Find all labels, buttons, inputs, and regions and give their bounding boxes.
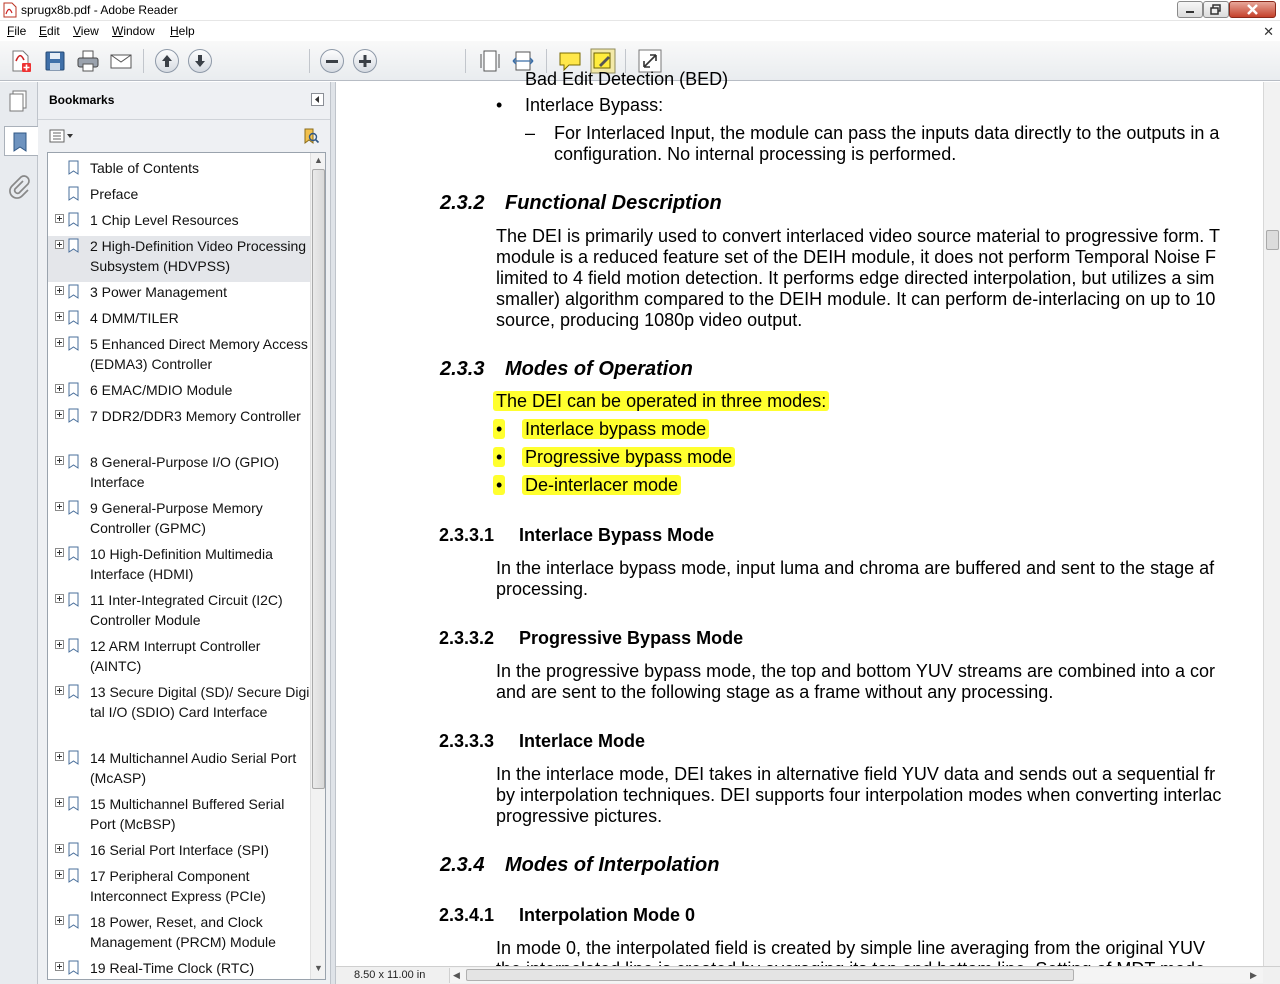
bookmark-icon	[68, 638, 79, 653]
expand-icon[interactable]	[55, 870, 64, 879]
bookmark-icon	[68, 750, 79, 765]
bookmark-icon	[68, 310, 79, 325]
bookmark-icon	[68, 546, 79, 561]
menu-view[interactable]: View	[73, 24, 99, 38]
close-window-button[interactable]	[1229, 1, 1276, 18]
doc-text: In the interlace bypass mode, input luma and chroma are buffered and sent to the stage af	[496, 558, 1215, 578]
bookmark-item[interactable]: 9 General-Purpose Memory Controller (GPMC)	[48, 498, 310, 544]
highlighted-bullet: •	[493, 447, 505, 468]
subsection-number: 2.3.3.3	[439, 731, 495, 751]
highlighted-bullet: •	[493, 419, 505, 440]
bookmark-item-selected[interactable]: 2 High-Definition Video Processing Subsystem (HDVPSS)	[48, 236, 310, 282]
document-horizontal-scrollbar[interactable]	[449, 968, 1263, 983]
minimize-button[interactable]	[1177, 1, 1203, 18]
bookmark-item[interactable]: 5 Enhanced Direct Memory Access (EDMA3) Controller	[48, 334, 310, 380]
chevron-left-icon	[312, 94, 323, 105]
bookmark-item[interactable]: 7 DDR2/DDR3 Memory Controller	[48, 406, 310, 452]
doc-text: by interpolation techniques. DEI supports four interpolation modes when converting interlac	[496, 785, 1222, 805]
previous-page-button[interactable]	[155, 49, 179, 73]
expand-icon[interactable]	[55, 312, 64, 321]
attachments-icon[interactable]	[4, 172, 34, 202]
doc-text: limited to 4 field motion detection. It performs edge directed interpolation, but utilizes a sim	[496, 268, 1215, 288]
bookmark-item[interactable]: 13 Secure Digital (SD)/ Secure Digital I/O (SDIO) Card Interface	[48, 682, 310, 748]
bookmark-icon	[68, 382, 79, 397]
subsection-number: 2.3.3.1	[439, 525, 495, 545]
doc-highlighted-text[interactable]: Interlace bypass mode	[522, 419, 709, 440]
navigation-pane-strip	[0, 82, 38, 984]
save-icon[interactable]	[42, 48, 68, 74]
scroll-right-icon[interactable]: ▶	[1250, 970, 1257, 980]
expand-icon[interactable]	[55, 916, 64, 925]
expand-icon[interactable]	[55, 686, 64, 695]
page-thumbnails-icon[interactable]	[4, 86, 34, 116]
close-document-icon[interactable]: ✕	[1263, 24, 1274, 39]
bookmark-icon	[68, 186, 79, 201]
section-number: 2.3.4	[440, 854, 485, 876]
doc-highlighted-text[interactable]: Progressive bypass mode	[522, 447, 735, 468]
bookmark-icon	[68, 842, 79, 857]
doc-text: progressive pictures.	[496, 806, 663, 826]
section-heading: Modes of Interpolation	[505, 854, 720, 876]
bookmarks-title: Bookmarks	[49, 93, 115, 107]
arrow-down-icon	[189, 50, 211, 72]
bookmarks-tab-button[interactable]	[4, 126, 39, 156]
bookmark-icon	[68, 868, 79, 883]
menu-edit[interactable]: Edit	[39, 24, 60, 38]
doc-highlighted-text[interactable]: The DEI can be operated in three modes:	[493, 391, 829, 412]
bookmark-icon	[68, 684, 79, 699]
minus-icon	[321, 50, 343, 72]
section-heading: Functional Description	[505, 192, 722, 214]
subsection-heading: Interlace Bypass Mode	[519, 525, 715, 545]
doc-text-cut: Bad Edit Detection (BED)	[525, 69, 729, 89]
fit-page-icon[interactable]	[477, 48, 503, 74]
menu-bar	[0, 21, 1280, 41]
doc-text: In mode 0, the interpolated field is created by simple line averaging from the original YUV	[496, 938, 1206, 958]
bookmarks-scroll-thumb[interactable]	[312, 169, 325, 789]
expand-icon[interactable]	[55, 962, 64, 971]
section-number: 2.3.3	[440, 358, 485, 380]
bookmark-icon	[68, 408, 79, 423]
subsection-heading: Interlace Mode	[519, 731, 646, 751]
doc-text: For Interlaced Input, the module can pass the inputs data directly to the outputs in a	[554, 123, 1220, 143]
toolbar-separator	[309, 49, 310, 73]
expand-icon[interactable]	[55, 548, 64, 557]
menu-help[interactable]: Help	[170, 24, 195, 38]
doc-text: In the progressive bypass mode, the top and bottom YUV streams are combined into a cor	[496, 661, 1216, 681]
horizontal-scroll-thumb[interactable]	[466, 969, 1074, 981]
expand-icon[interactable]	[55, 410, 64, 419]
arrow-up-icon	[156, 50, 178, 72]
next-page-button[interactable]	[188, 49, 212, 73]
expand-icon[interactable]	[55, 240, 64, 249]
dash: –	[525, 123, 536, 143]
restore-button[interactable]	[1203, 1, 1229, 18]
bookmark-icon	[68, 454, 79, 469]
expand-icon[interactable]	[55, 384, 64, 393]
doc-text: processing.	[496, 579, 589, 599]
restore-icon	[1204, 2, 1228, 17]
email-icon[interactable]	[108, 48, 134, 74]
bookmark-item[interactable]: 4 DMM/TILER	[48, 308, 310, 334]
bookmark-tree	[47, 152, 326, 980]
toolbar-separator	[465, 49, 466, 73]
bookmark-item[interactable]: 15 Multichannel Buffered Serial Port (McBSP)	[48, 794, 310, 840]
bookmark-ribbon-icon	[5, 127, 35, 157]
document-scroll-thumb[interactable]	[1266, 230, 1279, 250]
bookmark-icon	[68, 914, 79, 929]
scroll-left-icon[interactable]: ◀	[453, 970, 460, 980]
bookmark-icon	[68, 500, 79, 515]
expand-icon[interactable]	[55, 640, 64, 649]
bookmark-icon	[68, 238, 79, 253]
bookmark-item[interactable]: Preface	[48, 184, 310, 210]
toolbar-separator	[143, 49, 144, 73]
bookmark-item[interactable]: 3 Power Management	[48, 282, 310, 308]
close-icon	[1230, 2, 1275, 17]
bookmarks-panel	[38, 82, 330, 984]
subsection-heading: Progressive Bypass Mode	[519, 628, 744, 648]
menu-window[interactable]: Window	[112, 24, 155, 38]
expand-icon[interactable]	[55, 286, 64, 295]
highlighted-bullet: •	[493, 475, 505, 496]
expand-icon[interactable]	[55, 456, 64, 465]
doc-text: smaller) algorithm compared to the DEIH module. It can perform de-interlacing on up to 10	[496, 289, 1216, 309]
page-size: 8.50 x 11.00 in	[354, 969, 426, 981]
find-bookmark-icon[interactable]	[302, 127, 320, 145]
bookmark-item[interactable]: 1 Chip Level Resources	[48, 210, 310, 236]
bookmark-item[interactable]: 16 Serial Port Interface (SPI)	[48, 840, 310, 866]
bookmark-item[interactable]: 17 Peripheral Component Interconnect Express (PCIe)	[48, 866, 310, 912]
doc-text: and are sent to the following stage as a frame without any processing.	[496, 682, 1054, 702]
doc-highlighted-text[interactable]: De-interlacer mode	[522, 475, 681, 496]
bookmark-item[interactable]: 11 Inter-Integrated Circuit (I2C) Controller Module	[48, 590, 310, 636]
doc-text: The DEI is primarily used to convert interlaced video source material to progressive form. T	[496, 226, 1220, 246]
expand-icon[interactable]	[55, 338, 64, 347]
section-heading: Modes of Operation	[505, 358, 693, 380]
bookmark-item[interactable]: 19 Real-Time Clock (RTC)	[48, 958, 310, 984]
window-title: sprugx8b.pdf - Adobe Reader	[21, 3, 178, 17]
doc-text: configuration. No internal processing is performed.	[554, 144, 957, 164]
bookmark-item[interactable]: 6 EMAC/MDIO Module	[48, 380, 310, 406]
collapse-panel-button[interactable]	[311, 93, 324, 106]
bullet: •	[496, 95, 503, 115]
bookmark-icon	[68, 796, 79, 811]
subsection-number: 2.3.3.2	[439, 628, 495, 648]
subsection-heading: Interpolation Mode 0	[519, 905, 696, 925]
section-number: 2.3.2	[440, 192, 485, 214]
document-view	[336, 69, 1280, 966]
bookmark-item[interactable]: 14 Multichannel Audio Serial Port (McASP)	[48, 748, 310, 794]
expand-icon[interactable]	[55, 214, 64, 223]
options-menu-icon[interactable]	[49, 129, 75, 143]
doc-text: module is a reduced feature set of the DEIH module, it does not perform Temporal Noise F	[496, 247, 1217, 267]
bookmarks-header	[38, 82, 330, 118]
expand-icon[interactable]	[55, 798, 64, 807]
zoom-in-button[interactable]	[353, 49, 377, 73]
expand-icon[interactable]	[55, 752, 64, 761]
menu-file[interactable]: File	[7, 24, 27, 38]
bookmark-item[interactable]: 10 High-Definition Multimedia Interface (HDMI)	[48, 544, 310, 590]
status-bar	[336, 966, 1280, 984]
pdf-file-icon	[3, 2, 17, 18]
expand-icon[interactable]	[55, 502, 64, 511]
subsection-number: 2.3.4.1	[439, 905, 495, 925]
bookmarks-scrollbar[interactable]	[310, 153, 325, 979]
create-pdf-icon[interactable]	[8, 48, 34, 74]
doc-text: In the interlace mode, DEI takes in alternative field YUV data and sends out a sequential fr	[496, 764, 1216, 784]
bookmark-icon	[68, 960, 79, 975]
bookmarks-toolbar	[38, 119, 330, 151]
title-bar	[0, 0, 1280, 21]
minimize-icon	[1178, 2, 1202, 17]
scroll-down-icon[interactable]: ▼	[314, 963, 323, 973]
expand-icon[interactable]	[55, 844, 64, 853]
bookmark-icon	[68, 160, 79, 175]
print-icon[interactable]	[75, 48, 101, 74]
plus-icon	[354, 50, 376, 72]
doc-text: source, producing 1080p video output.	[496, 310, 803, 330]
doc-bullet-text: Interlace Bypass:	[525, 95, 664, 115]
document-vertical-scrollbar[interactable]	[1263, 82, 1280, 966]
bookmark-item[interactable]: Table of Contents	[48, 158, 310, 184]
bookmark-item[interactable]: 18 Power, Reset, and Clock Management (PRCM) Module	[48, 912, 310, 958]
bookmark-item[interactable]: 8 General-Purpose I/O (GPIO) Interface	[48, 452, 310, 498]
bookmark-icon	[68, 336, 79, 351]
bookmark-icon	[68, 284, 79, 299]
bookmark-icon	[68, 592, 79, 607]
bookmark-item[interactable]: 12 ARM Interrupt Controller (AINTC)	[48, 636, 310, 682]
expand-icon[interactable]	[55, 594, 64, 603]
scroll-up-icon[interactable]: ▲	[314, 155, 323, 165]
bookmark-icon	[68, 212, 79, 227]
zoom-out-button[interactable]	[320, 49, 344, 73]
